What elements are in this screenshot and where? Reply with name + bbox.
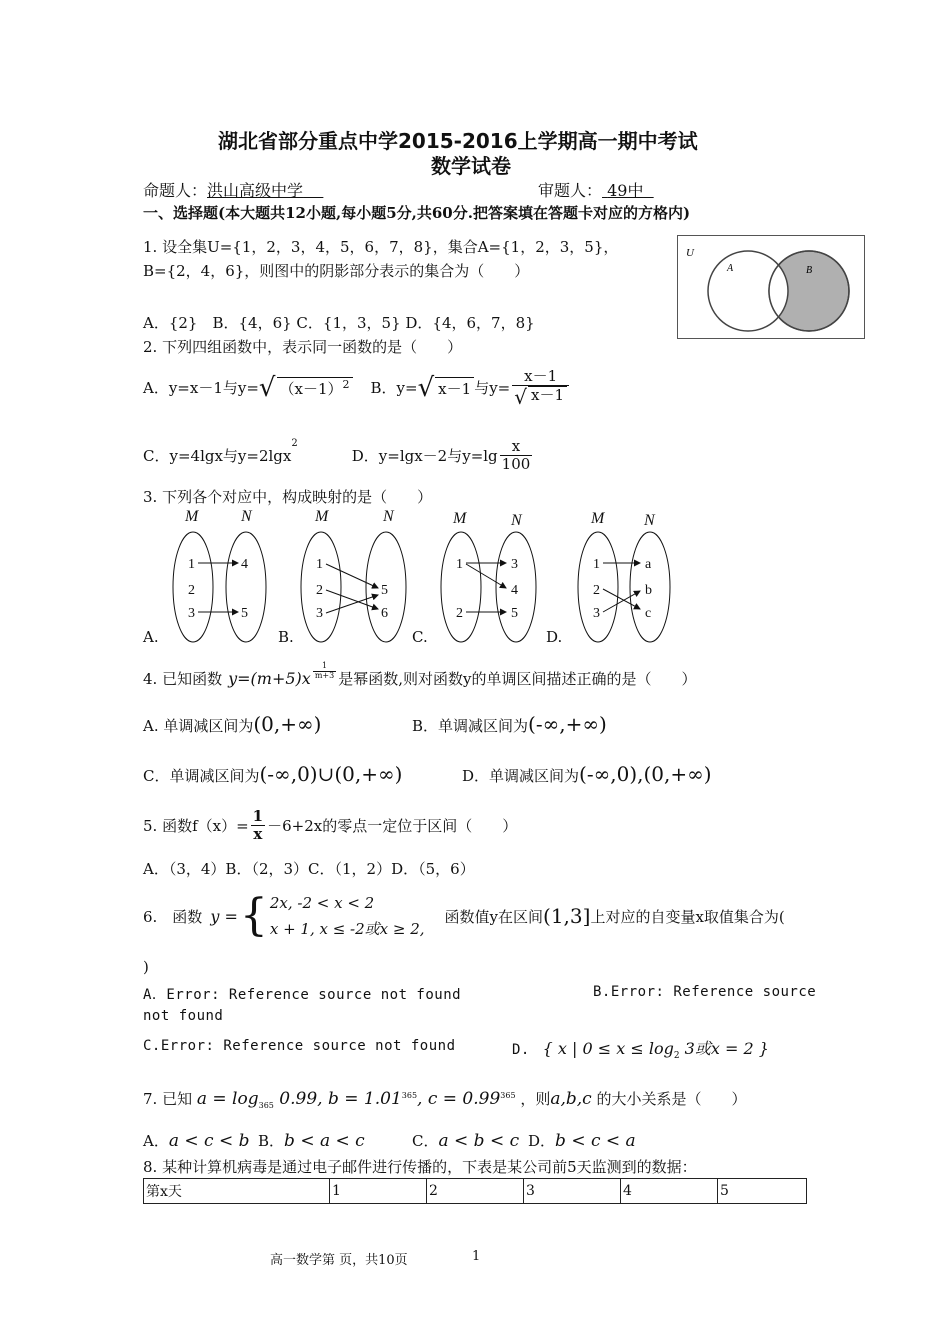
- svg-text:2: 2: [456, 606, 463, 621]
- svg-text:M: M: [185, 508, 199, 525]
- q4-function: y=(m+5)x: [228, 669, 311, 688]
- q2-b-radicand: x－1: [435, 377, 474, 399]
- q4-option-d: D．单调减区间为(-∞,0),(0,+∞): [462, 762, 712, 786]
- page-subtitle: 数学试卷: [431, 154, 511, 178]
- q7-option-a: A．a < c < b: [143, 1131, 250, 1151]
- reviewer-name: 49中: [607, 181, 644, 200]
- svg-text:1: 1: [188, 557, 195, 572]
- svg-text:5: 5: [381, 583, 388, 598]
- page-title: 湖北省部分重点中学2015-2016上学期高一期中考试: [218, 129, 698, 153]
- diagram-a: [173, 508, 266, 642]
- venn-u-label: U: [686, 247, 694, 259]
- svg-text:N: N: [511, 512, 522, 529]
- svg-text:3: 3: [511, 557, 518, 572]
- author-label: 命题人：: [143, 181, 208, 200]
- svg-text:M: M: [453, 510, 467, 527]
- sqrt-symbol-icon: √: [258, 372, 276, 403]
- q7-option-d: D．b < c < a: [528, 1131, 636, 1151]
- svg-text:b: b: [645, 583, 652, 598]
- q7-option-c: C．a < b < c: [412, 1131, 520, 1151]
- author-name: 洪山高级中学: [207, 181, 304, 200]
- table-row: [144, 1179, 807, 1204]
- diagram-b: [301, 508, 406, 642]
- page-number: 1: [472, 1249, 481, 1264]
- q7-option-b: B．b < a < c: [258, 1131, 365, 1151]
- q5-stem: 5. 函数f（x）= $\frac{1}{x}$ －6+2x的零点一定位于区间（ ）: [143, 807, 518, 843]
- reviewer-line: [538, 178, 654, 201]
- footer-text: 高一数学第 页，共10页: [270, 1253, 408, 1268]
- q6-function: y =: [210, 906, 238, 926]
- svg-text:c: c: [645, 606, 652, 621]
- q4-option-c: C．单调减区间为(-∞,0)∪(0,+∞): [143, 762, 403, 786]
- svg-text:5: 5: [241, 606, 248, 621]
- diagram-d: [578, 510, 670, 642]
- q4-exponent: $\frac{1}{m+3}$: [314, 661, 335, 680]
- svg-text:3: 3: [316, 606, 323, 621]
- svg-text:2: 2: [593, 583, 600, 598]
- table-cell: 第x天: [144, 1179, 330, 1204]
- svg-text:2: 2: [188, 583, 195, 598]
- q8-data-table: [143, 1178, 807, 1204]
- svg-text:4: 4: [241, 557, 248, 572]
- venn-b-label: B: [806, 265, 813, 276]
- q2-b-fraction: $\frac{x-1}{√ x-1}$: [512, 368, 569, 408]
- q2-b-prefix: B．y=: [370, 379, 418, 398]
- q2-a-radicand: $(x-1)^2$: [277, 377, 353, 399]
- svg-text:M: M: [315, 508, 329, 525]
- q5-options: A．（3，4）B．（2，3）C．（1，2）D．（5，6）: [143, 860, 475, 878]
- q2-options-ab: [143, 368, 571, 408]
- q6-option-b-cont: not found: [143, 1008, 224, 1024]
- svg-text:3: 3: [593, 606, 600, 621]
- svg-text:4: 4: [511, 583, 518, 598]
- q4-stem: 4. 已知函数 y=(m+5)x $\frac{1}{m+3}$ 是幂函数,则对函数y的单调区间描述正确的是（ ）: [143, 661, 697, 688]
- q6-option-d: D. { x | $0 \le x \le \log_2 3$或x = 2 }: [512, 1039, 769, 1061]
- venn-svg: [678, 236, 864, 338]
- venn-diagram: [677, 235, 865, 339]
- reviewer-label: 审题人：: [538, 181, 603, 200]
- q3-label-b: B.: [278, 628, 294, 646]
- svg-text:M: M: [591, 510, 605, 527]
- sqrt-symbol-icon: √: [417, 372, 435, 403]
- svg-text:2: 2: [316, 583, 323, 598]
- q6-piecewise: 2x, -2 < x < 2 x + 1, x ≤ -2或x ≥ 2,: [269, 894, 425, 938]
- svg-text:N: N: [241, 508, 252, 525]
- q8-stem: 8. 某种计算机病毒是通过电子邮件进行传播的，下表是某公司前5天监测到的数据：: [143, 1158, 697, 1176]
- q3-label-a: A.: [143, 628, 159, 646]
- q3-label-d: D.: [546, 628, 563, 646]
- q2-stem: 2. 下列四组函数中，表示同一函数的是（ ）: [143, 338, 463, 356]
- author-line: [143, 178, 323, 201]
- table-cell: 3: [524, 1179, 621, 1204]
- brace-icon: {: [239, 890, 268, 941]
- q2-d-prefix: D．y=lgx－2与y=lg: [351, 446, 498, 465]
- q6-close: ): [143, 958, 149, 976]
- q3-stem: 3. 下列各个对应中，构成映射的是（ ）: [143, 488, 433, 506]
- q5-fraction: $\frac{1}{x}$: [252, 807, 264, 843]
- svg-text:1: 1: [456, 557, 463, 572]
- svg-text:3: 3: [188, 606, 195, 621]
- q1-options: A．{2} B．{4，6} C．{1，3，5} D．{4，6，7，8}: [143, 314, 535, 332]
- q2-options-cd: C．y=4lgx与y=2lgx $^2$ D．y=lgx－2与y=lg $\frac{x}{100}$: [143, 437, 531, 473]
- svg-text:N: N: [644, 512, 655, 529]
- section-heading: 一、选择题(本大题共12小题,每小题5分,共60分.把答案填在答题卡对应的方格内): [143, 204, 691, 222]
- svg-text:6: 6: [381, 606, 388, 621]
- q2-a-prefix: A．y=x－1与y=: [143, 379, 259, 398]
- svg-text:5: 5: [511, 606, 518, 621]
- q4-option-a: A. 单调减区间为(0,+∞): [143, 712, 322, 736]
- q6-option-b: B.Error: Reference source: [593, 984, 817, 1000]
- diagram-c: [441, 510, 536, 642]
- q4-option-b: B．单调减区间为(-∞,+∞): [412, 712, 607, 736]
- svg-text:a: a: [645, 557, 652, 572]
- q6-stem: 6. 函数 y = { 2x, -2 < x < 2 x + 1, x ≤ -2或x ≥ 2, 函数值y在区间 (1,3] 上对应的自变量x取值集合为(: [143, 890, 785, 941]
- svg-text:1: 1: [593, 557, 600, 572]
- q6-option-c: C.Error: Reference source not found: [143, 1038, 456, 1054]
- svg-text:1: 1: [316, 557, 323, 572]
- q2-b-mid: 与y=: [474, 379, 511, 398]
- table-cell: 5: [718, 1179, 807, 1204]
- svg-text:N: N: [383, 508, 394, 525]
- q7-stem: 7. 已知 $a = \log_{365} 0.99$, $b = 1.01^{365}$, $c = 0.99^{365}$ ，则a,b,c 的大小关系是（ ）: [143, 1089, 747, 1110]
- table-cell: 1: [330, 1179, 427, 1204]
- q1-line1: 1. 设全集U={1，2，3，4，5，6，7，8}，集合A={1，2，3，5}，: [143, 238, 619, 256]
- q2-c: C．y=4lgx与y=2lgx: [143, 446, 292, 465]
- q2-d-fraction: $\frac{x}{100}$: [501, 437, 531, 473]
- q1-line2: B={2，4，6}，则图中的阴影部分表示的集合为（ ）: [143, 262, 530, 280]
- q3-label-c: C.: [412, 628, 428, 646]
- table-cell: 2: [427, 1179, 524, 1204]
- table-cell: 4: [621, 1179, 718, 1204]
- q3-mapping-diagrams: [143, 505, 703, 645]
- q6-option-a: A．Error: Reference source not found: [143, 987, 462, 1003]
- venn-a-label: A: [727, 263, 734, 274]
